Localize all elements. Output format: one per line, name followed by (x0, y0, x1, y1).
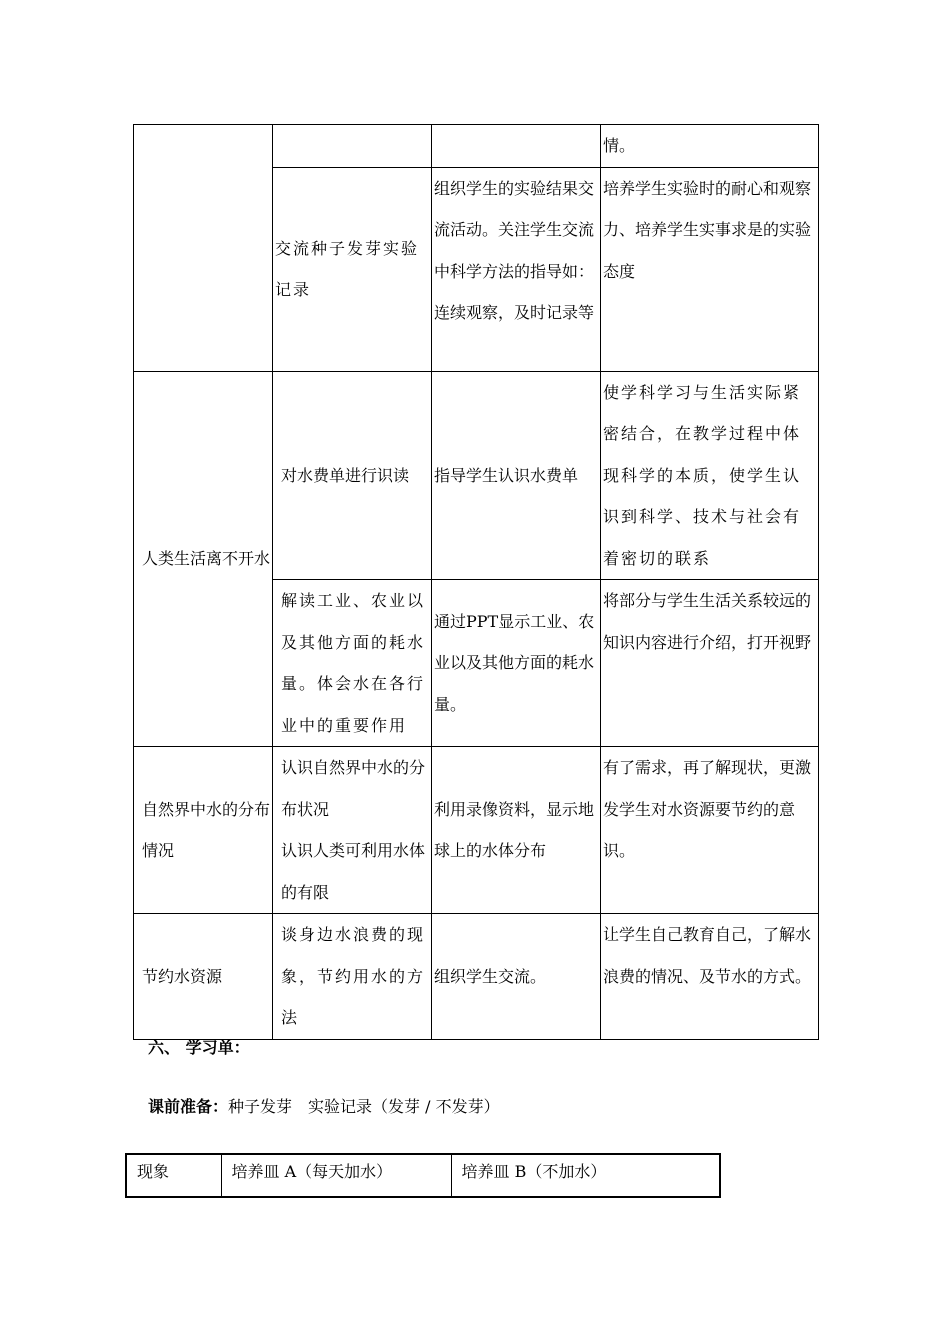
table-cell: 情。 (601, 125, 819, 168)
table-cell: 解读工业、农业以及其他方面的耗水量。体会水在各行业中的重要作用 (273, 580, 432, 747)
table-cell (134, 125, 273, 372)
table-header-cell: 培养皿 A（每天加水） (221, 1154, 451, 1197)
table-cell: 对水费单进行识读 (273, 371, 432, 580)
table-cell: 有了需求，再了解现状，更激发学生对水资源要节约的意识。 (601, 747, 819, 914)
table-row (126, 1154, 720, 1197)
table-cell (273, 747, 432, 914)
prep-line (148, 1094, 500, 1117)
table-cell: 组织学生的实验结果交流活动。关注学生交流中科学方法的指导如：连续观察，及时记录等 (432, 167, 601, 371)
table-cell (273, 125, 432, 168)
prep-label: 课前准备： (148, 1097, 229, 1116)
prep-text: 种子发芽 实验记录（发芽 / 不发芽） (228, 1097, 500, 1116)
table-cell: 交流种子发芽实验记录 (273, 167, 432, 371)
cell-line: 认识自然界中水的分布状况 (281, 758, 426, 819)
table-row (134, 914, 819, 1040)
table-cell: 将部分与学生生活关系较远的知识内容进行介绍，打开视野 (601, 580, 819, 747)
observation-table (125, 1153, 721, 1198)
table-cell: 谈身边水浪费的现象，节约用水的方法 (273, 914, 432, 1040)
table-cell: 人类生活离不开水 (134, 371, 273, 747)
table-cell: 指导学生认识水费单 (432, 371, 601, 580)
table-cell: 节约水资源 (134, 914, 273, 1040)
cell-line: 认识人类可利用水体的有限 (281, 841, 426, 902)
table-row (134, 125, 819, 168)
table-cell: 自然界中水的分布情况 (134, 747, 273, 914)
table-row (134, 371, 819, 580)
table-row (134, 747, 819, 914)
table-cell (432, 125, 601, 168)
table-header-cell: 培养皿 B（不加水） (451, 1154, 720, 1197)
table-cell: 利用录像资料，显示地球上的水体分布 (432, 747, 601, 914)
table-cell: 组织学生交流。 (432, 914, 601, 1040)
table-cell: 让学生自己教育自己，了解水浪费的情况、及节水的方式。 (601, 914, 819, 1040)
lesson-plan-table (133, 124, 819, 1040)
section-title: 六、 学习单： (148, 1038, 250, 1057)
table-cell: 培养学生实验时的耐心和观察力、培养学生实事求是的实验态度 (601, 167, 819, 371)
table-header-cell: 现象 (126, 1154, 221, 1197)
table-cell: 使学科学习与生活实际紧密结合，在教学过程中体现科学的本质，使学生认识到科学、技术与社会有着密切的联系 (601, 371, 819, 580)
table-cell: 通过PPT显示工业、农业以及其他方面的耗水量。 (432, 580, 601, 747)
